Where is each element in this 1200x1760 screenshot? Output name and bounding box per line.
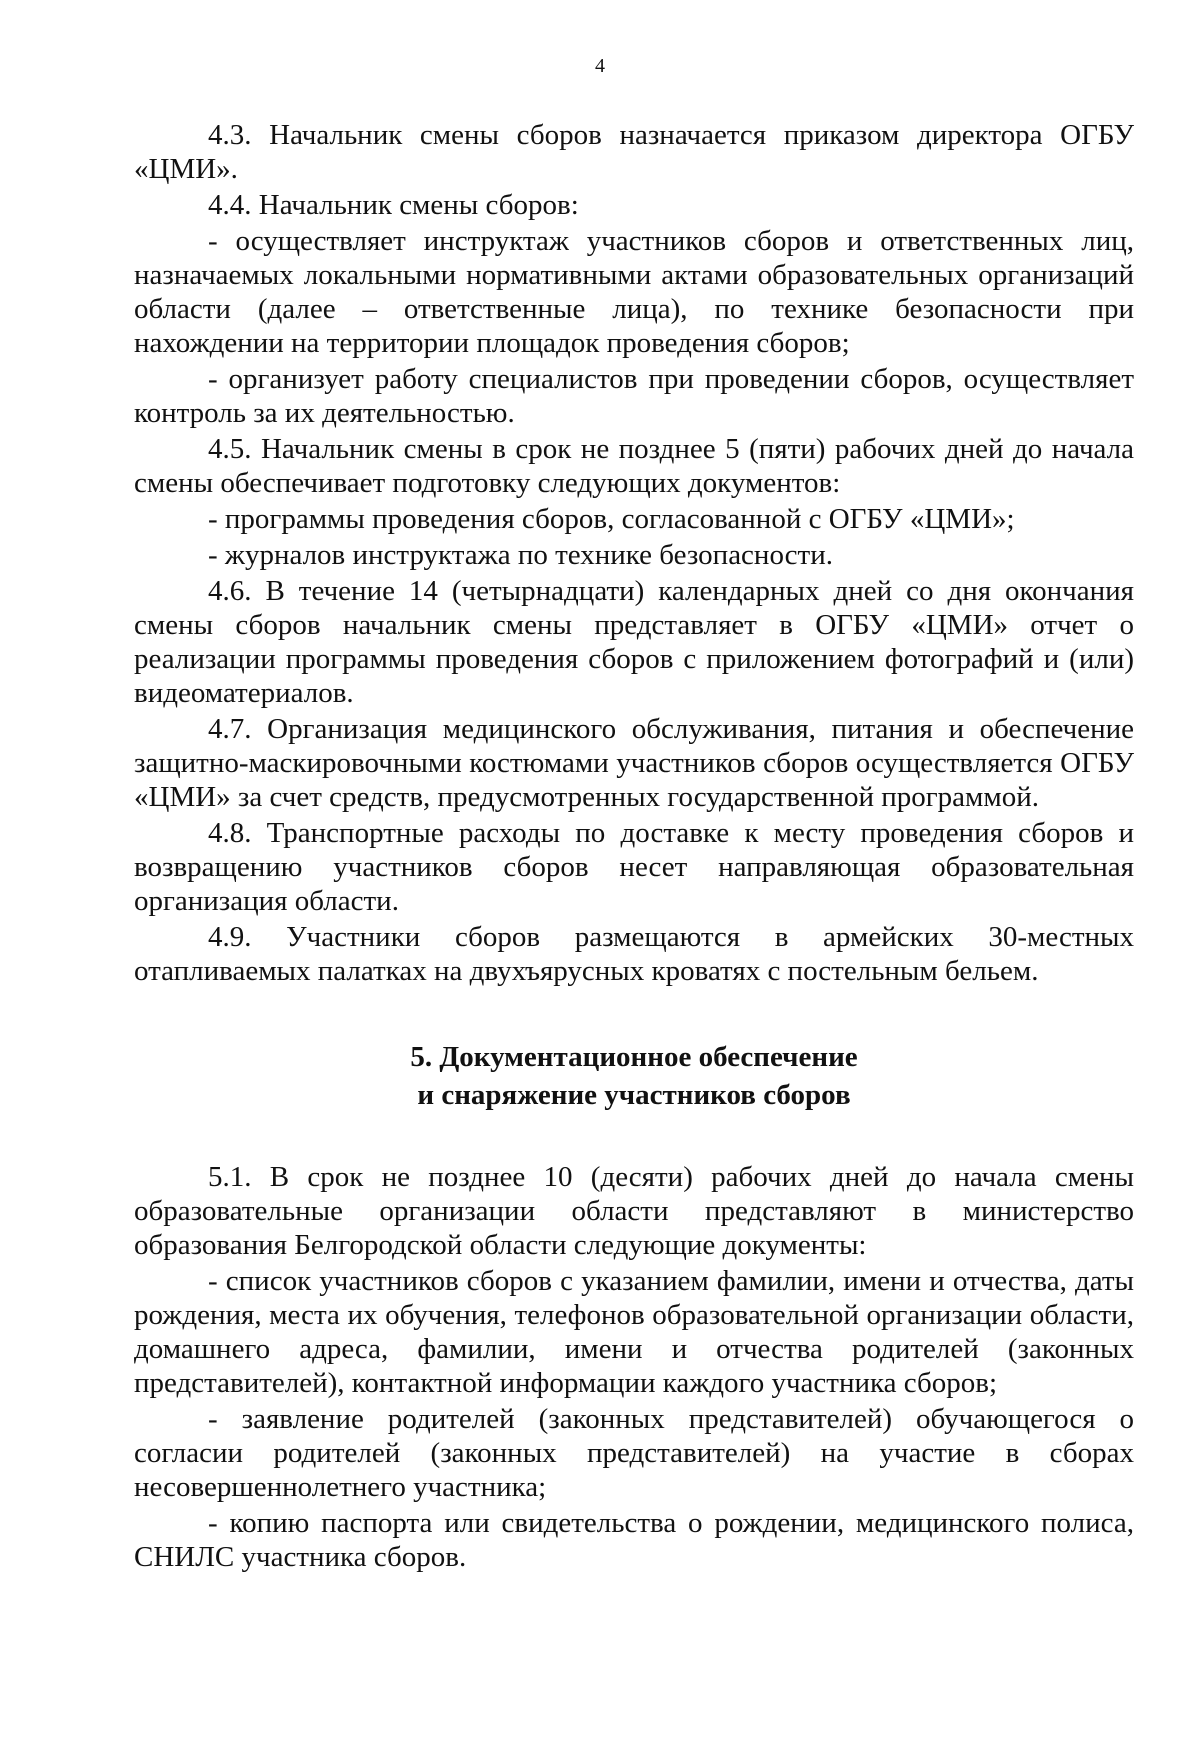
list-item-briefing: - осуществляет инструктаж участников сборов и ответственных лиц, назначаемых локальными нормативными актами образовательных организаций области (далее – ответственные лица), по технике безопасности при нахождении на территории площадок проведения сборов; xyxy=(134,225,1134,359)
paragraph-4-9: 4.9. Участники сборов размещаются в армейских 30-местных отапливаемых палатках на двухъярусных кроватях с постельным бельем. xyxy=(134,921,1134,987)
list-item-parent-statement: - заявление родителей (законных представителей) обучающегося о согласии родителей (законных представителей) на участие в сборах несовершеннолетнего участника; xyxy=(134,1403,1134,1503)
section-heading-line-2: и снаряжение участников сборов xyxy=(417,1079,851,1111)
paragraph-5-1: 5.1. В срок не позднее 10 (десяти) рабочих дней до начала смены образовательные организации области представляют в министерство образования Белгородской области следующие документы: xyxy=(134,1161,1134,1261)
list-item-program: - программы проведения сборов, согласованной с ОГБУ «ЦМИ»; xyxy=(208,503,1015,535)
paragraph-4-6: 4.6. В течение 14 (четырнадцати) календарных дней со дня окончания смены сборов начальник смены представляет в ОГБУ «ЦМИ» отчет о реализации программы проведения сборов с приложением фотографий и (или) видеоматериалов. xyxy=(134,575,1134,709)
list-item-participant-list: - список участников сборов с указанием фамилии, имени и отчества, даты рождения, места их обучения, телефонов образовательной организации области, домашнего адреса, фамилии, имени и отчества родителей (законных представителей), контактной информации каждого участника сборов; xyxy=(134,1265,1134,1399)
list-item-journals: - журналов инструктажа по технике безопасности. xyxy=(208,539,833,571)
paragraph-4-5: 4.5. Начальник смены в срок не позднее 5 (пяти) рабочих дней до начала смены обеспечивает подготовку следующих документов: xyxy=(134,433,1134,499)
list-item-organizes-work: - организует работу специалистов при проведении сборов, осуществляет контроль за их деятельностью. xyxy=(134,363,1134,429)
paragraph-4-8: 4.8. Транспортные расходы по доставке к месту проведения сборов и возвращению участников сборов несет направляющая образовательная организация области. xyxy=(134,817,1134,917)
list-item-passport-copy: - копию паспорта или свидетельства о рождении, медицинского полиса, СНИЛС участника сборов. xyxy=(134,1507,1134,1573)
section-heading-line-1: 5. Документационное обеспечение xyxy=(410,1041,858,1073)
paragraph-4-3: 4.3. Начальник смены сборов назначается приказом директора ОГБУ «ЦМИ». xyxy=(134,119,1134,185)
document-body xyxy=(134,118,1134,1576)
paragraph-4-7: 4.7. Организация медицинского обслуживания, питания и обеспечение защитно-маскировочными костюмами участников сборов осуществляется ОГБУ «ЦМИ» за счет средств, предусмотренных государственной программой. xyxy=(134,713,1134,813)
page-number: 4 xyxy=(595,55,605,77)
paragraph-4-4: 4.4. Начальник смены сборов: xyxy=(208,189,579,221)
section-5-heading xyxy=(134,1038,1134,1114)
